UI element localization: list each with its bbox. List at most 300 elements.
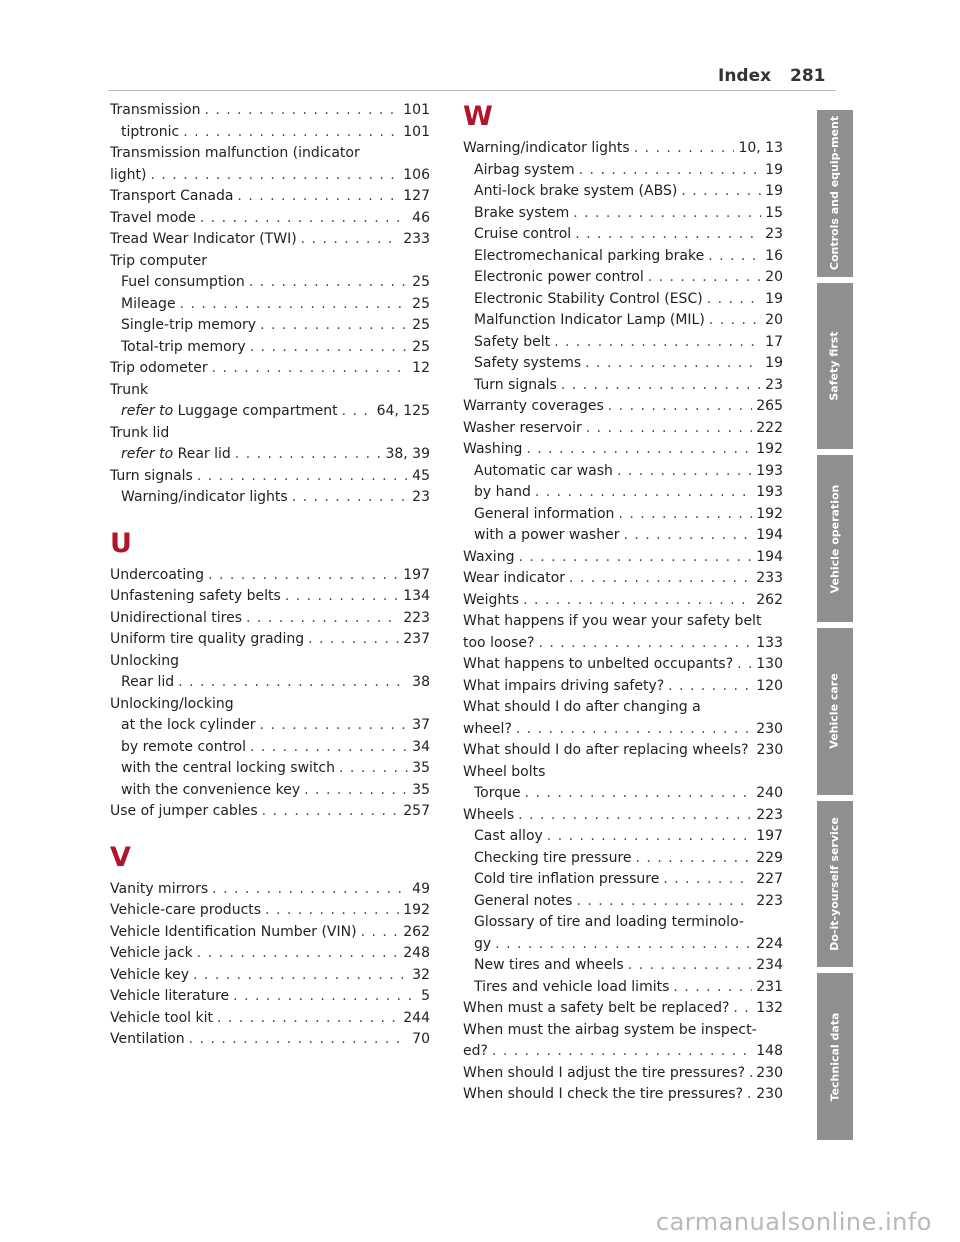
index-entry-term: tiptronic [121, 123, 180, 140]
dot-leader [575, 224, 761, 246]
index-entry[interactable] [110, 801, 430, 823]
index-page-number[interactable]: 224 [756, 935, 783, 952]
index-page-number[interactable]: 45 [412, 467, 430, 484]
index-entry[interactable] [110, 272, 430, 294]
index-page-number[interactable]: 20 [765, 312, 783, 328]
index-entry[interactable] [463, 805, 783, 827]
chapter-tab-operation[interactable]: Vehicle operation [817, 455, 853, 622]
index-entry-term: Ventilation [110, 1031, 185, 1047]
index-entry-term: Turn signals [110, 467, 193, 484]
index-entry-label: Trunk lid [110, 424, 170, 441]
dot-leader [189, 1029, 409, 1051]
index-page-number[interactable]: 192 [756, 505, 783, 522]
index-entry-label: When must the airbag system be inspect- [463, 1021, 757, 1038]
chapter-tab-diy[interactable]: Do-it-yourself service [817, 801, 853, 968]
index-entry[interactable] [463, 353, 783, 375]
dot-leader [636, 848, 753, 870]
index-entry-term: What should I do after replacing wheels? [463, 742, 749, 758]
index-page-number[interactable]: 192 [403, 902, 430, 918]
dot-leader [235, 444, 382, 466]
index-entry[interactable] [463, 590, 783, 612]
index-page-number[interactable]: 35 [412, 781, 430, 798]
index-page-number[interactable]: 19 [765, 183, 783, 199]
index-page-number[interactable]: 227 [756, 871, 783, 887]
index-entry-term [121, 444, 231, 466]
index-entry-term: Cold tire inflation pressure [474, 871, 660, 887]
index-column-left [110, 100, 430, 1051]
index-entry-term: Mileage [121, 295, 176, 312]
index-page-number[interactable]: 248 [403, 945, 430, 961]
index-page-number[interactable]: 16 [765, 247, 783, 264]
index-entry-term: Waxing [463, 548, 515, 565]
dot-leader [579, 160, 762, 182]
index-entry[interactable] [110, 608, 430, 630]
index-entry[interactable] [110, 943, 430, 965]
index-entry[interactable] [463, 439, 783, 461]
index-entry[interactable] [110, 922, 430, 944]
index-entry-term: Washing [463, 441, 523, 457]
watermark: carmanualsonline.info [655, 1208, 932, 1236]
index-section-letter: V [110, 841, 131, 873]
dot-leader [554, 332, 761, 354]
index-entry-term: Vehicle key [110, 966, 190, 983]
dot-leader [525, 783, 753, 805]
index-entry[interactable] [463, 1041, 783, 1063]
index-page-number[interactable]: 229 [756, 849, 783, 866]
index-page-number[interactable]: 64, 125 [376, 403, 430, 419]
index-entry[interactable] [110, 965, 430, 987]
index-entry-term: too loose? [463, 634, 535, 651]
dot-leader [523, 590, 752, 612]
index-entry-term: Torque [474, 785, 521, 801]
dot-leader [339, 758, 408, 780]
index-page-number[interactable]: 25 [412, 295, 430, 312]
index-entry-label: Trip computer [110, 252, 207, 269]
index-page-number[interactable]: 35 [412, 760, 430, 776]
index-entry[interactable] [110, 672, 430, 694]
index-entry[interactable] [110, 208, 430, 230]
index-entry-term: Undercoating [110, 566, 205, 583]
index-entry[interactable] [463, 719, 783, 741]
index-page-number[interactable]: 194 [756, 527, 783, 543]
dot-leader [304, 780, 408, 802]
index-entry[interactable] [110, 466, 430, 488]
index-page-number[interactable]: 230 [756, 720, 783, 737]
index-entry-term: Travel mode [110, 209, 196, 226]
dot-leader [292, 487, 408, 509]
index-entry-term: Vehicle-care products [110, 902, 262, 918]
index-entry[interactable] [110, 758, 430, 780]
index-entry-term: with the central locking switch [121, 760, 335, 776]
index-page-number[interactable]: 106 [403, 166, 430, 183]
index-entry[interactable] [463, 138, 783, 160]
dot-leader [707, 289, 761, 311]
index-page-number[interactable]: 46 [412, 209, 430, 226]
index-page-number[interactable]: 194 [756, 548, 783, 565]
index-page-number[interactable]: 134 [403, 588, 430, 604]
index-entry[interactable] [463, 1063, 783, 1085]
index-entry-term: Tread Wear Indicator (TWI) [110, 231, 297, 247]
dot-leader [260, 315, 408, 337]
index-entry-term: Weights [463, 591, 520, 608]
index-entry[interactable] [463, 203, 783, 225]
index-entry[interactable] [463, 740, 783, 762]
dot-leader [237, 186, 399, 208]
dot-leader [495, 934, 752, 956]
index-page-number[interactable]: 25 [412, 274, 430, 290]
index-page-number[interactable]: 230 [756, 1086, 783, 1102]
dot-leader [342, 401, 373, 423]
index-entry[interactable] [110, 100, 430, 122]
index-entry[interactable] [110, 565, 430, 587]
index-page-number[interactable]: 230 [756, 742, 784, 758]
index-entry-term: Cast alloy [474, 828, 543, 844]
index-entry[interactable] [463, 332, 783, 354]
dot-leader [516, 719, 752, 741]
dot-leader [260, 715, 409, 737]
index-entry[interactable] [463, 977, 783, 999]
index-entry[interactable] [110, 337, 430, 359]
index-page-number[interactable]: 234 [756, 957, 783, 973]
index-page-number[interactable]: 223 [756, 806, 783, 823]
index-entry[interactable] [110, 229, 430, 251]
index-entry[interactable] [463, 482, 783, 504]
index-entry-term: Fuel consumption [121, 274, 245, 290]
index-entry-term: Vehicle jack [110, 945, 193, 961]
index-page-number[interactable]: 5 [421, 988, 430, 1004]
index-entry-term: Unidirectional tires [110, 609, 243, 626]
index-entry[interactable] [110, 629, 430, 651]
dot-leader [623, 525, 752, 547]
index-entry[interactable] [110, 879, 430, 901]
index-page-number[interactable]: 231 [756, 978, 783, 995]
index-page-number[interactable]: 38, 39 [385, 446, 430, 462]
index-page-number[interactable]: 15 [765, 204, 783, 221]
index-entry[interactable] [110, 122, 430, 144]
index-entry[interactable] [110, 1029, 430, 1051]
index-entry[interactable] [463, 160, 783, 182]
index-entry[interactable] [463, 568, 783, 590]
dot-leader [733, 998, 752, 1020]
chapter-tab-controls[interactable]: Controls and equip-ment [817, 110, 853, 277]
dot-leader [749, 1063, 752, 1085]
index-entry-term: When should I check the tire pressures? [463, 1086, 744, 1102]
index-page-number[interactable]: 265 [756, 398, 783, 414]
index-entry-term: Brake system [474, 204, 570, 221]
dot-leader [673, 977, 752, 999]
index-entry-term: Checking tire pressure [474, 849, 632, 866]
index-entry-term: Safety systems [474, 355, 582, 371]
refer-to-label: refer to [121, 403, 174, 419]
index-entry-label: Glossary of tire and loading terminolo- [474, 914, 744, 930]
index-entry[interactable] [110, 186, 430, 208]
dot-leader [608, 396, 753, 418]
chapter-tab-technical[interactable]: Technical data [817, 973, 853, 1140]
index-page-number[interactable]: 193 [756, 462, 783, 479]
dot-leader [668, 676, 752, 698]
index-entry[interactable] [463, 224, 783, 246]
index-page-number[interactable]: 20 [765, 269, 783, 285]
dot-leader [618, 504, 752, 526]
index-section-letter: U [110, 527, 132, 559]
index-page-number[interactable]: 101 [403, 102, 430, 118]
index-page-number[interactable]: 37 [412, 717, 430, 733]
dot-leader [178, 672, 408, 694]
index-page-number[interactable]: 127 [403, 188, 430, 204]
index-entry-term: Rear lid [121, 674, 175, 690]
index-entry[interactable] [463, 181, 783, 203]
index-entry[interactable] [110, 165, 430, 187]
index-entry-term: Trip odometer [110, 360, 208, 376]
index-page-number[interactable]: 193 [756, 484, 783, 500]
index-entry-term: Turn signals [474, 376, 557, 393]
index-entry[interactable] [463, 676, 783, 698]
index-entry-label: Unlocking/locking [110, 695, 234, 712]
index-entry-term: Safety belt [474, 333, 551, 350]
index-entry[interactable] [110, 444, 430, 466]
index-page-number[interactable]: 19 [765, 355, 783, 371]
index-entry-term: Unfastening safety belts [110, 588, 281, 604]
index-entry-term: Electromechanical parking brake [474, 247, 705, 264]
header-divider [108, 90, 836, 91]
index-entry[interactable] [110, 358, 430, 380]
index-page-number[interactable]: 38 [412, 674, 430, 690]
dot-leader [518, 547, 752, 569]
index-page-number[interactable]: 70 [412, 1031, 430, 1047]
index-entry[interactable] [463, 504, 783, 526]
dot-leader [246, 608, 399, 630]
index-entry-term: by hand [474, 484, 531, 500]
index-entry-term: Warning/indicator lights [463, 140, 630, 156]
index-column-right [463, 100, 783, 1106]
index-entry[interactable] [463, 998, 783, 1020]
index-entry-term: Transmission [110, 102, 201, 118]
dot-leader [233, 986, 417, 1008]
index-entry[interactable] [110, 315, 430, 337]
index-entry-term: Uniform tire quality grading [110, 631, 305, 647]
index-entry[interactable] [463, 267, 783, 289]
index-entry-term: Single-trip memory [121, 317, 257, 333]
index-page-number[interactable]: 197 [403, 566, 430, 583]
index-entry-term: by remote control [121, 738, 246, 755]
index-entry[interactable] [110, 900, 430, 922]
chapter-tab-safety[interactable]: Safety first [817, 283, 853, 450]
index-entry[interactable] [110, 780, 430, 802]
index-page-number[interactable]: 23 [765, 226, 783, 242]
dot-leader [648, 267, 761, 289]
dot-leader [361, 922, 400, 944]
index-entry-term [121, 401, 338, 423]
index-entry[interactable] [463, 848, 783, 870]
index-entry[interactable] [463, 310, 783, 332]
index-entry-term: When must a safety belt be replaced? [463, 1000, 730, 1016]
index-page-number[interactable]: 34 [412, 738, 430, 755]
index-entry-label: Unlocking [110, 652, 180, 669]
index-entry[interactable] [463, 418, 783, 440]
index-entry[interactable] [463, 547, 783, 569]
dot-leader [561, 375, 761, 397]
dot-leader [585, 353, 761, 375]
index-entry-term: Vehicle Identification Number (VIN) [110, 923, 357, 940]
dot-leader [151, 165, 400, 187]
index-entry[interactable] [110, 986, 430, 1008]
dot-leader [212, 358, 409, 380]
index-entry-term: Washer reservoir [463, 419, 582, 436]
index-entry[interactable] [110, 1008, 430, 1030]
index-entry-term: Total-trip memory [121, 338, 246, 355]
dot-leader [538, 633, 752, 655]
dot-leader [212, 879, 408, 901]
index-entry[interactable] [110, 294, 430, 316]
dot-leader [663, 869, 752, 891]
index-page-number[interactable]: 262 [756, 591, 783, 608]
index-entry[interactable] [463, 955, 783, 977]
dot-leader [183, 122, 399, 144]
index-entry[interactable] [463, 525, 783, 547]
index-entry[interactable] [463, 783, 783, 805]
index-page-number[interactable]: 233 [756, 570, 783, 586]
index-page-number[interactable]: 222 [756, 419, 783, 436]
dot-leader [197, 943, 399, 965]
index-page-number[interactable]: 120 [756, 677, 783, 694]
index-page-number[interactable]: 244 [403, 1009, 430, 1026]
index-page-number[interactable]: 148 [756, 1043, 783, 1059]
dot-leader [193, 965, 408, 987]
index-page-number[interactable]: 49 [412, 880, 430, 897]
index-page-number[interactable]: 233 [403, 231, 430, 247]
index-entry[interactable] [463, 396, 783, 418]
index-entry[interactable] [110, 715, 430, 737]
index-entry-term: at the lock cylinder [121, 717, 256, 733]
index-page-number[interactable]: 25 [412, 317, 430, 333]
index-page-number[interactable]: 132 [756, 1000, 783, 1016]
index-entry-term: Warning/indicator lights [121, 489, 288, 505]
index-entry-term: Automatic car wash [474, 462, 613, 479]
index-page-number[interactable]: 19 [765, 290, 783, 307]
dot-leader [709, 310, 761, 332]
dot-leader [737, 654, 752, 676]
index-entry[interactable] [110, 401, 430, 423]
index-entry[interactable] [463, 826, 783, 848]
dot-leader [586, 418, 753, 440]
dot-leader [617, 461, 752, 483]
index-entry-term: Malfunction Indicator Lamp (MIL) [474, 312, 705, 328]
index-page-number[interactable]: 23 [765, 376, 783, 393]
dot-leader [681, 181, 761, 203]
dot-leader [747, 1084, 752, 1106]
dot-leader [180, 294, 409, 316]
dot-leader [250, 737, 408, 759]
dot-leader [708, 246, 761, 268]
index-entry-term: What impairs driving safety? [463, 677, 665, 694]
dot-leader [547, 826, 752, 848]
index-page-number[interactable]: 10, 13 [738, 140, 783, 156]
dot-leader [518, 805, 752, 827]
index-entry-term: Warranty coverages [463, 398, 604, 414]
index-entry[interactable] [463, 934, 783, 956]
index-page-number[interactable]: 19 [765, 161, 783, 178]
index-entry[interactable] [110, 586, 430, 608]
index-entry-term: Vanity mirrors [110, 880, 209, 897]
index-page-number[interactable]: 257 [403, 803, 430, 819]
index-entry-term: What happens to unbelted occupants? [463, 656, 734, 672]
index-entry[interactable] [463, 246, 783, 268]
dot-leader [301, 229, 400, 251]
dot-leader [569, 568, 752, 590]
index-entry[interactable] [463, 869, 783, 891]
index-entry-term: wheel? [463, 720, 512, 737]
dot-leader [197, 466, 408, 488]
index-page-number[interactable]: 192 [756, 441, 783, 457]
index-entry[interactable] [463, 633, 783, 655]
dot-leader [249, 272, 408, 294]
index-page-number[interactable]: 262 [403, 923, 430, 940]
index-page-number[interactable]: 12 [412, 360, 430, 376]
index-entry-term: Use of jumper cables [110, 803, 258, 819]
index-entry-label: What happens if you wear your safety belt [463, 613, 762, 629]
index-page-number[interactable]: 130 [756, 656, 783, 672]
dot-leader [285, 586, 399, 608]
index-page-number[interactable]: 223 [756, 892, 783, 909]
index-entry-term: Vehicle tool kit [110, 1009, 213, 1026]
dot-leader [265, 900, 399, 922]
index-entry-term: light) [110, 166, 147, 183]
index-entry-term: When should I adjust the tire pressures? [463, 1064, 746, 1081]
index-entry-term: Wheels [463, 806, 515, 823]
index-entry-term: with the convenience key [121, 781, 301, 798]
section-gap [110, 823, 430, 833]
index-page-number[interactable]: 23 [412, 489, 430, 505]
index-page-number[interactable]: 230 [756, 1064, 783, 1081]
index-page-number[interactable]: 223 [403, 609, 430, 626]
index-entry-term: Anti-lock brake system (ABS) [474, 183, 678, 199]
section-gap [110, 509, 430, 519]
index-entry[interactable] [110, 487, 430, 509]
chapter-tab-care[interactable]: Vehicle care [817, 628, 853, 795]
index-page-number[interactable]: 25 [412, 338, 430, 355]
index-page-number[interactable]: 32 [412, 966, 430, 983]
index-entry[interactable] [463, 891, 783, 913]
index-entry-label: What should I do after changing a [463, 699, 701, 715]
index-page-number[interactable]: 133 [756, 634, 783, 651]
index-entry[interactable] [110, 737, 430, 759]
index-page-number[interactable]: 237 [403, 631, 430, 647]
index-entry-term: Airbag system [474, 161, 575, 178]
page-number: 281 [790, 66, 826, 86]
index-entry[interactable] [463, 654, 783, 676]
dot-leader [204, 100, 399, 122]
dot-leader [200, 208, 408, 230]
index-section-letter: W [463, 101, 493, 132]
index-entry[interactable] [463, 461, 783, 483]
index-entry-term: General information [474, 505, 615, 522]
index-entry[interactable] [463, 375, 783, 397]
index-entry-term: Vehicle literature [110, 988, 230, 1004]
index-entry[interactable] [463, 1084, 783, 1106]
index-entry-term: New tires and wheels [474, 957, 624, 973]
dot-leader [250, 337, 408, 359]
index-page-number[interactable]: 240 [756, 785, 783, 801]
dot-leader [492, 1041, 752, 1063]
index-page-number[interactable]: 17 [765, 333, 783, 350]
dot-leader [576, 891, 752, 913]
dot-leader [526, 439, 752, 461]
index-page-number[interactable]: 101 [403, 123, 430, 140]
index-entry-reference: Luggage compartment [177, 403, 338, 419]
index-page-number[interactable]: 197 [756, 828, 783, 844]
dot-leader [308, 629, 399, 651]
index-entry[interactable] [463, 289, 783, 311]
